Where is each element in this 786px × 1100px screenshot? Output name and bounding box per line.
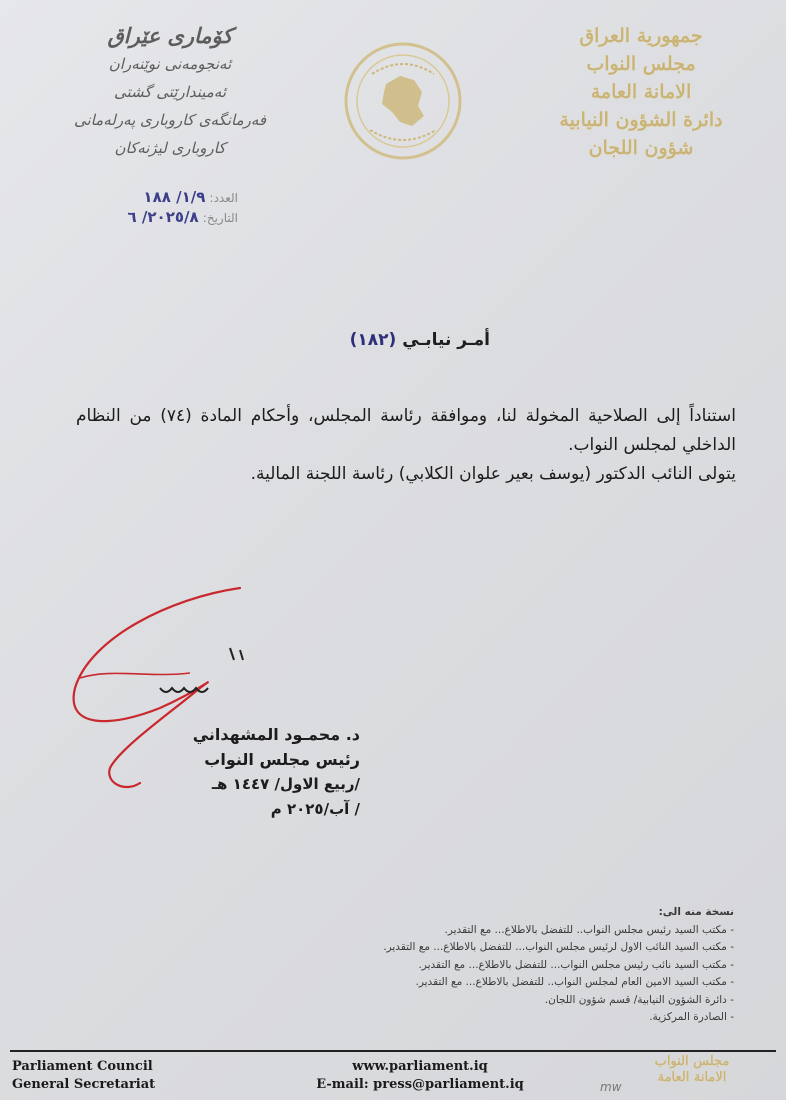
- copies-item: - مكتب السيد النائب الاول لرئيس مجلس النواب... للتفضل بالاطلاع... مع التقدير.: [383, 941, 734, 953]
- footer-english: [12, 1058, 155, 1094]
- signer-block: [160, 722, 360, 822]
- letterhead-line: دائرة الشؤون النيابية: [559, 109, 723, 131]
- signer-name: د. محمـود المشهداني: [192, 725, 360, 744]
- reference-date-value: ٢٠٢٥/٨/ ٦: [127, 208, 199, 226]
- letterhead-line: مجلس النواب: [586, 53, 696, 75]
- footer-org-name: Parliament Council: [12, 1059, 153, 1074]
- reference-number-value: ١/٩/ ١٨٨: [143, 188, 206, 206]
- order-title-text: أمـر نيابـي: [402, 330, 490, 350]
- parliament-emblem-icon: [342, 40, 464, 162]
- footer-org-sub: General Secretariat: [12, 1077, 156, 1092]
- kurdish-letterhead: [50, 22, 290, 162]
- footer-mark: mw: [600, 1080, 622, 1094]
- signer-title: رئيس مجلس النواب: [204, 750, 360, 769]
- copies-list: [294, 904, 734, 1027]
- footer-email-link[interactable]: E-mail: press@parliament.iq: [316, 1077, 524, 1092]
- footer-contact: [300, 1058, 540, 1094]
- copies-heading: نسخة منه الى:: [658, 906, 734, 918]
- reference-number-label: العدد:: [209, 191, 238, 205]
- body-paragraph: استناداً إلى الصلاحية المخولة لنا، وموافقة رئاسة المجلس، وأحكام المادة (٧٤) من النظام الداخلي لمجلس النواب.: [76, 406, 737, 455]
- copies-item: - الصادرة المركزية.: [649, 1011, 734, 1023]
- letterhead-line: ئەمیندارێتی گشتی: [113, 83, 227, 101]
- signer-hijri-date: /ربيع الاول/ ١٤٤٧ هـ: [211, 775, 360, 793]
- copies-item: - دائرة الشؤون النيابية/ قسم شؤون اللجان.: [544, 993, 734, 1006]
- order-number: (١٨٢): [349, 330, 397, 350]
- copies-item: - مكتب السيد نائب رئيس مجلس النواب... للتفضل بالاطلاع... مع التقدير.: [418, 958, 734, 971]
- reference-date-label: التاريخ:: [202, 211, 238, 225]
- letterhead-line: كۆماری عێراق: [107, 23, 233, 48]
- footer-arabic: [622, 1054, 762, 1086]
- order-body: [76, 402, 736, 489]
- letterhead-line: الامانة العامة: [590, 81, 692, 103]
- order-title: [250, 330, 490, 350]
- reference-block: [68, 188, 238, 228]
- footer-arabic-line: الامانة العامة: [657, 1070, 727, 1085]
- copies-item: - مكتب السيد رئيس مجلس النواب.. للتفضل بالاطلاع... مع التقدير.: [444, 923, 734, 936]
- footer-website-link[interactable]: www.parliament.iq: [352, 1059, 488, 1074]
- copies-item: - مكتب السيد الامين العام لمجلس النواب.. للتفضل بالاطلاع... مع التقدير.: [415, 976, 734, 988]
- footer-divider: [10, 1050, 776, 1052]
- letterhead-line: ئەنجومەنی نوێنەران: [108, 55, 232, 73]
- arabic-letterhead: [526, 22, 756, 162]
- letterhead-line: جمهورية العراق: [579, 25, 703, 47]
- signer-gregorian-date: / آب/٢٠٢٥ م: [270, 800, 360, 818]
- letterhead-line: شؤون اللجان: [588, 137, 694, 159]
- body-paragraph: يتولى النائب الدكتور (يوسف بعير علوان الكلابي) رئاسة اللجنة المالية.: [250, 464, 736, 484]
- footer-arabic-line: مجلس النواب: [654, 1054, 730, 1069]
- letterhead-line: فەرمانگەی كاروباری پەرلەمانی: [73, 111, 267, 129]
- letterhead-line: كاروباری لیژنەكان: [114, 139, 226, 157]
